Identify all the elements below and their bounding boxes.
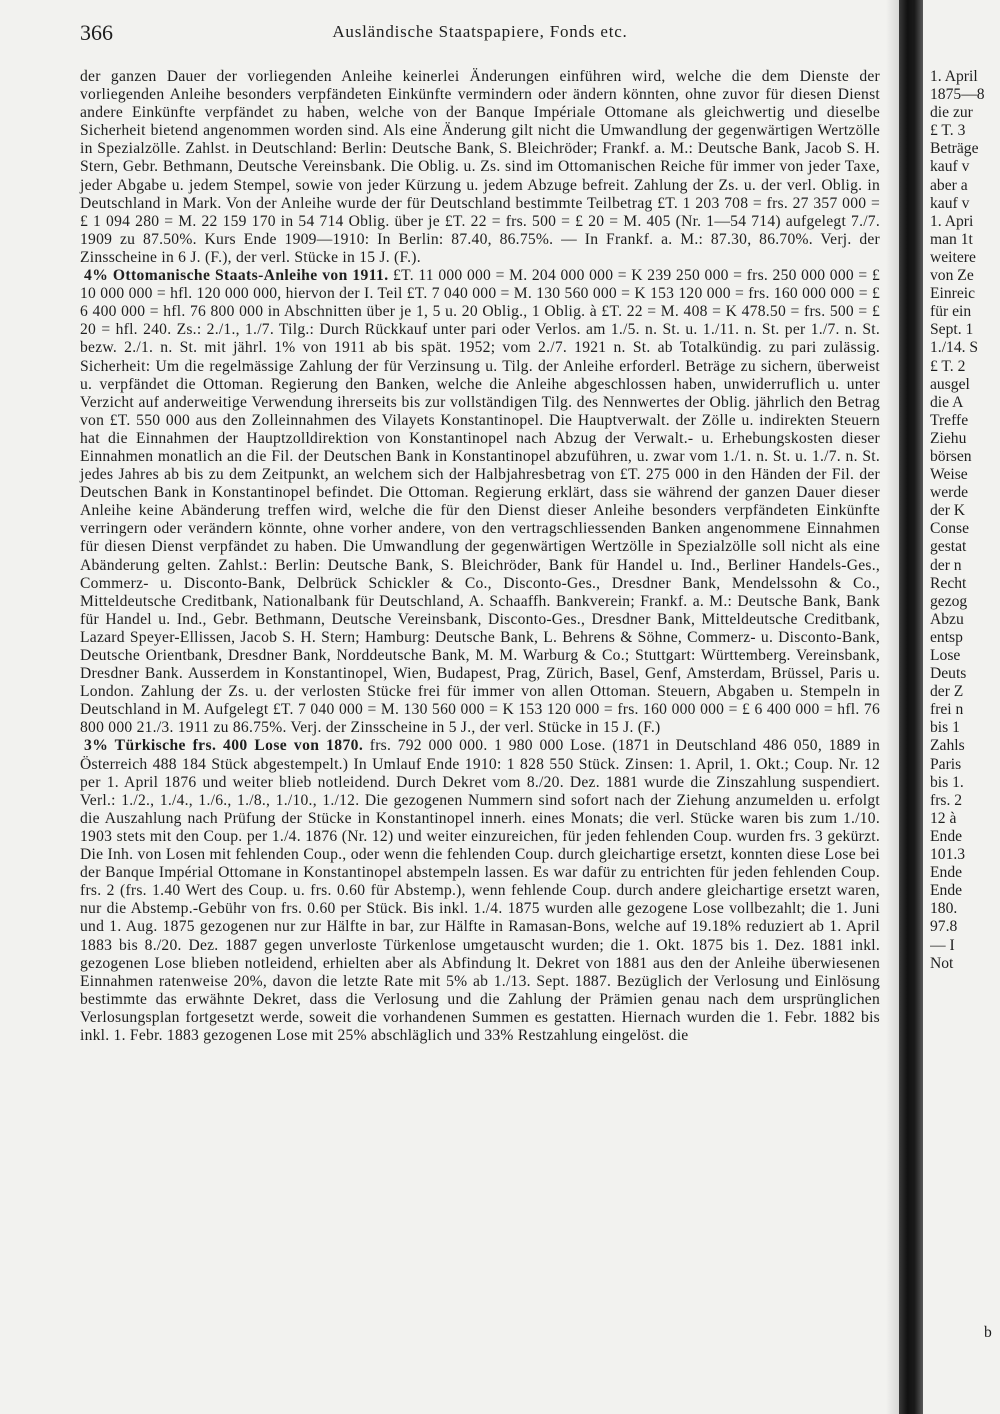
entry-heading: 3% Türkische frs. 400 Lose von 1870. bbox=[84, 737, 364, 755]
book-gutter bbox=[899, 0, 923, 1414]
fragment-line: Beträge bbox=[930, 140, 979, 158]
fragment-line: Not bbox=[930, 954, 954, 972]
page-header bbox=[80, 18, 880, 48]
fragment-line: bis 1 bbox=[930, 719, 960, 737]
fragment-line: Paris bbox=[930, 755, 962, 773]
fragment-line: 1./14. S bbox=[930, 339, 979, 357]
fragment-line: Lose bbox=[930, 647, 961, 664]
entry-text: frs. 792 000 000. 1 980 000 Lose. (1871 in Deutschland 486 050, 1889 in Österreich 488 184 Stück abgestempelt.) In Umlauf Ende 1910: 1 828 550 Stück. Zinsen: 1. April, 1. Okt.; Coup. Nr. 12 per 1. April 1876 und weiter blieb notleidend. Durch Dekret vom 8./20. Dez. 1881 wurde die Zinszahlung suspendiert. Verl.: 1./2., 1./4., 1./6., 1./8., 1./10., 1./12. Die gezogenen Nummern sind sofort nach der Ziehung anzumelden u. erfolgt die Auszahlung nach Prüfung der Stücke in Konstantinopel innerh. eines Monats; die verl. Stücke waren bis zum 1./10. 1903 stets mit den Coup. per 1./4. 1876 (Nr. 12) und weiter einzureichen, für jeden fehlenden Coup. wurden frs. 3 gekürzt. Die Inh. von Losen mit fehlenden Coup., oder wenn die fehlenden Coup. durch gleichartige ersetzt, konnten diese Lose bei der Banque Impérial Ottomane in Konstantinopel abstempeln lassen. Es war dafür zu entrichten für jeden fehlenden Coup. frs. 2 (frs. 1.40 Wert des Coup. u. frs. 0.60 für Abstemp.), wenn fehlende Coup. durch andere gleichartige ersetzt waren, nur die Abstemp.-Gebühr von frs. 0.60 per Stück. Bis inkl. 1./4. 1875 wurden alle gezogene Lose vollbezahlt; die 1. Juni und 1. Aug. 1875 gezogenen nur zur Hälfte in bar, zur Hälfte in Ramasan-Bons, welche auf 19.18% reduziert ab 1. April 1883 bis 8./20. Dez. 1887 gegen unverloste Türkenlose umgetauscht wurden; die 1. Okt. 1875 bis 1. Dez. 1881 inkl. gezogenen Lose blieben notleidend, erhielten aber als Abfindung lt. Dekret von 1881 aus den der Anleihe überwiesenen Einnahmen ratenweise 20%, davon die letzte Rate mit 5% ab 1./13. Sept. 1887. Bezüglich der Verlosung und Einlösung bestimmte das erwähnte Dekret, dass die Verlosung und die Zahlung der Prämien genau nach dem ursprünglichen Verlosungsplan fortgesetzt werde, soweit die vorhandenen Summen es gestatten. Hiernach wurden die 1. Febr. 1882 bis inkl. 1. Febr. 1883 gezogenen Lose mit 25% abschläglich und 33% Restzahlung eingelöst. die bbox=[80, 737, 880, 1044]
fragment-line: kauf v bbox=[930, 194, 970, 212]
fragment-line: Ende bbox=[930, 864, 963, 882]
fragment-line: Deuts bbox=[930, 665, 967, 683]
adjacent-page-fragment bbox=[930, 68, 1000, 973]
fragment-line: Ende bbox=[930, 827, 963, 845]
main-text-column bbox=[80, 68, 880, 1045]
entry-text: £T. 11 000 000 = M. 204 000 000 = K 239 250 000 = frs. 250 000 000 = £ 10 000 000 = hfl. 120 000 000, hiervon der I. Teil £T. 7 040 000 = M. 130 560 000 = K 153 120 000 = frs. 160 000 000 = £ 6 400 000 = hfl. 76 800 000 in Abschnitten über je 1, 5 u. 20 Oblig., 1 Oblig. à £T. 22 = M. 408 = K 478.50 = frs. 500 = £ 20 = hfl. 240. Zs.: 2./1., 1./7. Tilg.: Durch Rückkauf unter pari oder Verlos. am 1./5. n. St. u. 1./11. n. St. per 1./7. n. St. bezw. 2./1. n. St. mit jährl. 1% von 1911 ab bis spät. 1952; vom 2./7. 1921 n. St. ab Totalkündig. zu pari zulässig. Sicherheit: Um die regelmässige Zahlung der für Verzinsung u. Tilg. der Anleihe erforderl. Beträge zu sichern, überweist u. verpfändet die Ottoman. Regierung den Banken, welche die Anleihe abgeschlossen haben, unwiderruflich u. unter Verzicht auf anderweitige Verwendung ihrerseits bis zur vollständigen Tilg. des Nennwertes der Oblig. jährlich den Betrag von £T. 550 000 aus den Zolleinnahmen des Vilayets Konstantinopel. Die Hauptverwalt. der Zölle u. indirekten Steuern hat die Einnahmen der Hauptzolldirektion von Konstantinopel nach Abzug der Verwalt.- u. Erhebungskosten dieser Einnahmen monatlich an die Fil. der Deutschen Bank in Konstantinopel abzuführen, u. zwar vom 1./1. n. St. u. 1./7. n. St. jedes Jahres ab bis zu dem Zeitpunkt, an welchem sich der Halbjahresbetrag von £T. 275 000 in den Händen der Fil. der Deutschen Bank in Konstantinopel befindet. Die Ottoman. Regierung erklärt, dass sie während der ganzen Dauer dieser Anleihe keine Abänderung treffen wird, welche die für den Dienst dieser Anleihe besonders verpfändeten Einkünfte verringern oder verändern könnte, ohne vorher andere, von den vertragschliessenden Banken angenommene Einnahmen für diesen Dienst verpfändet zu haben. Die Umwandlung der gegenwärtigen Wertzölle in Spezialzölle soll nicht als eine Abänderung gelten. Zahlst.: Berlin: Deutsche Bank, S. Bleichröder, Bank für Handel u. Ind., Berliner Handels-Ges., Commerz- u. Disconto-Bank, Delbrück Schickler & Co., Disconto-Ges., Dresdner Bank, Mendelssohn & Co., Mitteldeutsche Creditbank, Nationalbank für Deutschland, A. Schaaffh. Bankverein; Frankf. a. M.: Deutsche Bank, Bank für Handel u. Ind., Gebr. Bethmann, Deutsche Vereinsbank, Disconto-Ges., Dresdner Bank, Mitteldeutsche Creditbank, Lazard Speyer-Ellissen, Jacob S. H. Stern; Hamburg: Deutsche Bank, L. Behrens & Söhne, Commerz- u. Disconto-Bank, Deutsche Orientbank, Dresdner Bank, Norddeutsche Bank, M. M. Warburg & Co.; Stuttgart: Württemberg. Vereinsbank, Dresdner Bank. Ausserdem in Konstantinopel, Wien, Budapest, Prag, Zürich, Basel, Genf, Amsterdam, Brüssel, Paris u. London. Zahlung der Zs. u. der verlosten Stücke frei für immer von allen Ottoman. Steuern, Abgaben u. Stempeln in Deutschland in M. Aufgelegt £T. 7 040 000 = M. 130 560 000 = K 153 120 000 = frs. 160 000 000 = £ 6 400 000 = hfl. 76 800 000 21./3. 1911 zu 86.75%. Verj. der Zinsscheine in 5 J., der verl. Stücke in 15 J. (F.) bbox=[80, 267, 880, 737]
page-number: 366 bbox=[80, 20, 113, 45]
fragment-line: für ein bbox=[930, 303, 972, 321]
fragment-line: — I bbox=[930, 936, 955, 954]
fragment-line: Sept. 1 bbox=[930, 321, 974, 339]
fragment-line: 180. bbox=[930, 900, 958, 918]
fragment-line: ausgel bbox=[930, 375, 970, 393]
gutter-shadow bbox=[886, 0, 900, 1414]
continued-paragraph: der ganzen Dauer der vorliegenden Anleihe keinerlei Änderungen einführen wird, welche die dem Dienste der vorliegenden Anleihe besonders verpfändeten Einkünfte vermindern oder ändern könnten, ohne zuvor für diesen Dienst andere Einkünfte verpfändet zu haben, welche von der Banque Impériale Ottomane als gleichwertig und dieselbe Sicherheit bietend angenommen worden sind. Als eine Änderung gilt nicht die Umwandlung der gegenwärtigen Wertzölle in Spezialzölle. Zahlst. in Deutschland: Berlin: Deutsche Bank, S. Bleichröder; Frankf. a. M.: Deutsche Bank, Jacob S. H. Stern, Gebr. Bethmann, Deutsche Vereinsbank. Die Oblig. u. Zs. sind im Ottomanischen Reiche für immer von jeder Taxe, jeder Abgabe u. jedem Stempel, sowie von jeder Kürzung u. jedem Abzuge befreit. Zahlung der Zs. u. der verl. Oblig. in Deutschland in Mark. Von der Anleihe wurde der für Deutschland bestimmte Teilbetrag £T. 1 203 708 = frs. 27 357 000 = £ 1 094 280 = M. 22 159 170 in 54 714 Oblig. über je £T. 22 = frs. 500 = £ 20 = M. 405 (Nr. 1—54 714) aufgelegt 7./7. 1909 zu 87.50%. Kurs Ende 1909—1910: In Berlin: 87.40, 86.75%. — In Frankf. a. M.: 87.30, 86.70%. Verj. der Zinsscheine in 6 J. (F.), der verl. Stücke in 15 J. (F.). bbox=[80, 68, 880, 266]
fragment-line: Recht bbox=[930, 574, 967, 592]
entry-ottoman-loan-1911 bbox=[80, 267, 880, 737]
fragment-line: Abzu bbox=[930, 610, 964, 628]
fragment-line: gezog bbox=[930, 592, 968, 610]
fragment-line: 12 à bbox=[930, 809, 957, 827]
fragment-line: Weise bbox=[930, 466, 968, 484]
adjacent-page-bottom-fragment: b bbox=[984, 1324, 992, 1341]
fragment-line: Einreic bbox=[930, 285, 976, 303]
fragment-line: gestat bbox=[930, 538, 967, 556]
fragment-line: weitere bbox=[930, 248, 976, 266]
fragment-line: Zahls bbox=[930, 737, 965, 755]
fragment-line: werde bbox=[930, 484, 969, 502]
fragment-line: Ziehu bbox=[930, 429, 967, 447]
fragment-line: 97.8 bbox=[930, 918, 958, 936]
fragment-line: der Z bbox=[930, 683, 964, 701]
fragment-line: entsp bbox=[930, 628, 963, 646]
fragment-line: £ T. 2 bbox=[930, 357, 966, 375]
fragment-line: 1875—8 bbox=[930, 86, 985, 104]
fragment-line: börsen bbox=[930, 447, 972, 465]
fragment-line: der K bbox=[930, 502, 966, 520]
fragment-line: Ende bbox=[930, 882, 963, 900]
fragment-line: die zur bbox=[930, 104, 973, 122]
fragment-line: 101.3 bbox=[930, 846, 966, 864]
fragment-line: Treffe bbox=[930, 411, 969, 429]
fragment-line: Conse bbox=[930, 520, 969, 538]
fragment-line: aber a bbox=[930, 176, 968, 194]
fragment-line: die A bbox=[930, 393, 964, 411]
fragment-line: 1. Apri bbox=[930, 212, 974, 230]
fragment-line: frs. 2 bbox=[930, 791, 963, 809]
fragment-line: man 1t bbox=[930, 230, 973, 248]
fragment-line: von Ze bbox=[930, 267, 974, 285]
entry-turkish-lottery-1870 bbox=[80, 737, 880, 1045]
running-title: Ausländische Staatspapiere, Fonds etc. bbox=[332, 22, 628, 41]
fragment-line: der n bbox=[930, 556, 962, 574]
fragment-line: bis 1. bbox=[930, 773, 964, 791]
fragment-line: kauf v bbox=[930, 158, 970, 176]
fragment-line: frei n bbox=[930, 701, 964, 719]
fragment-line: 1. April bbox=[930, 68, 978, 85]
entry-heading: 4% Ottomanische Staats-Anleihe von 1911. bbox=[84, 267, 389, 285]
fragment-line: £ T. 3 bbox=[930, 122, 966, 140]
